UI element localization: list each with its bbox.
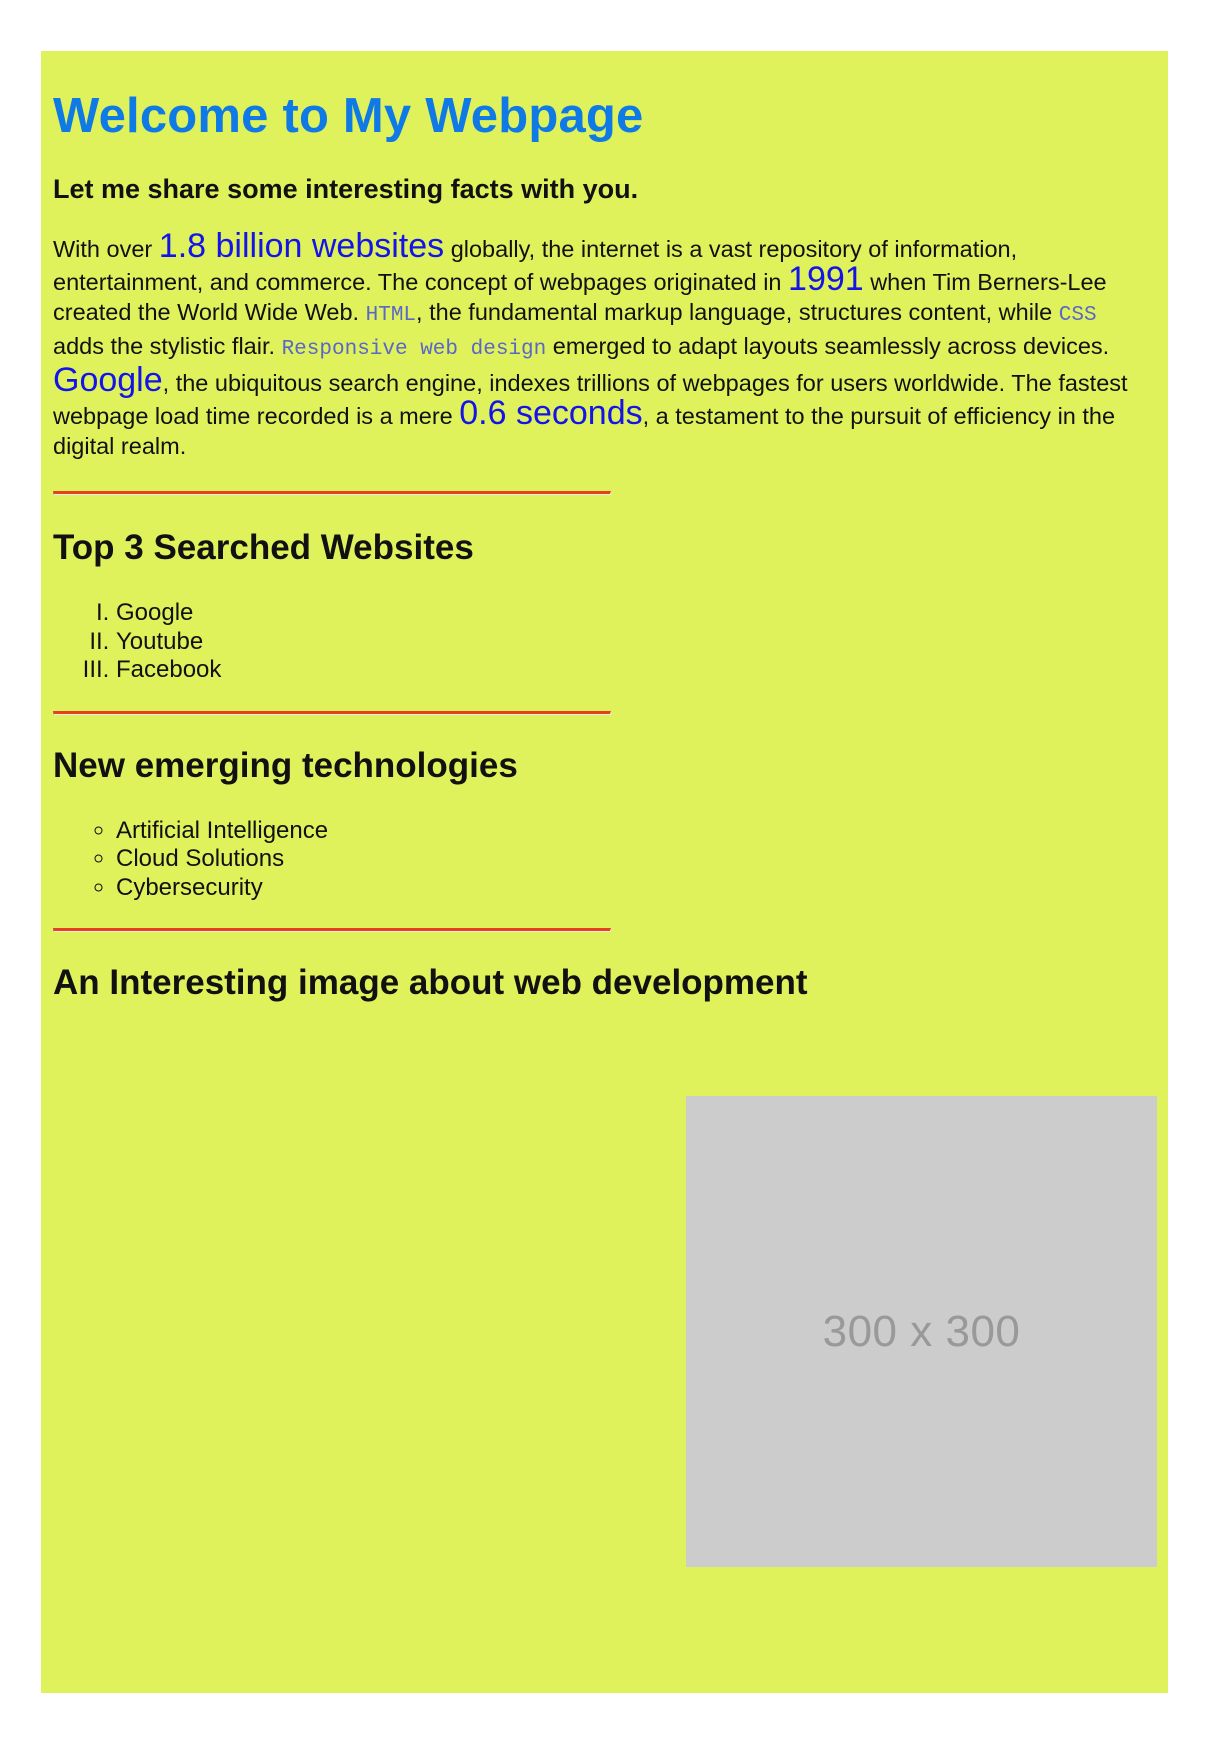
placeholder-image xyxy=(686,1096,1157,1567)
highlight-load-time: 0.6 seconds xyxy=(459,394,643,432)
section-divider xyxy=(53,711,611,715)
section-divider xyxy=(53,928,611,932)
intro-text: , the ubiquitous search engine, indexes trillions of webpages for users worldwide. The fastest webpage load time recorded is a mere xyxy=(53,370,1128,429)
intro-text: when Tim Berners-Lee created the World Wide Web. xyxy=(53,269,1107,325)
section-title-technologies: New emerging technologies xyxy=(53,745,518,785)
section-title-image: An Interesting image about web development xyxy=(53,963,808,1002)
page-title: Welcome to My Webpage xyxy=(53,89,644,143)
list-item: III. Facebook xyxy=(116,656,1156,685)
intro-text: globally, the internet is a vast repository of information, entertainment, and commerce. The concept of webpages originated in xyxy=(53,236,1018,295)
section-divider xyxy=(53,491,611,495)
list-item: ◦ Cybersecurity xyxy=(116,874,1156,903)
code-responsive: Responsive web design xyxy=(281,338,547,361)
intro-text: adds the stylistic flair. xyxy=(53,333,282,359)
highlight-google: Google xyxy=(53,361,163,399)
code-css: CSS xyxy=(1058,304,1097,327)
intro-paragraph xyxy=(53,227,1153,461)
list-item: ◦ Cloud Solutions xyxy=(116,845,1156,874)
intro-text: , the fundamental markup language, structures content, while xyxy=(416,299,1059,325)
list-item: ◦ Artificial Intelligence xyxy=(116,817,1156,846)
intro-text: emerged to adapt layouts seamlessly across devices. xyxy=(546,333,1110,359)
list-item: I. Google xyxy=(116,599,1156,628)
placeholder-image-label: 300 x 300 xyxy=(822,1306,1021,1356)
highlight-year: 1991 xyxy=(788,260,864,298)
page-container xyxy=(41,51,1168,1693)
technologies-list xyxy=(53,817,1156,903)
code-html: HTML xyxy=(365,304,417,327)
intro-text: , a testament to the pursuit of efficiency in the digital realm. xyxy=(53,403,1116,459)
section-title-top-sites: Top 3 Searched Websites xyxy=(53,528,474,567)
page-subtitle: Let me share some interesting facts with you. xyxy=(53,174,639,204)
intro-text: With over xyxy=(53,236,159,262)
top-sites-list xyxy=(53,599,1156,685)
highlight-websites: 1.8 billion websites xyxy=(158,227,445,265)
list-item: II. Youtube xyxy=(116,628,1156,657)
